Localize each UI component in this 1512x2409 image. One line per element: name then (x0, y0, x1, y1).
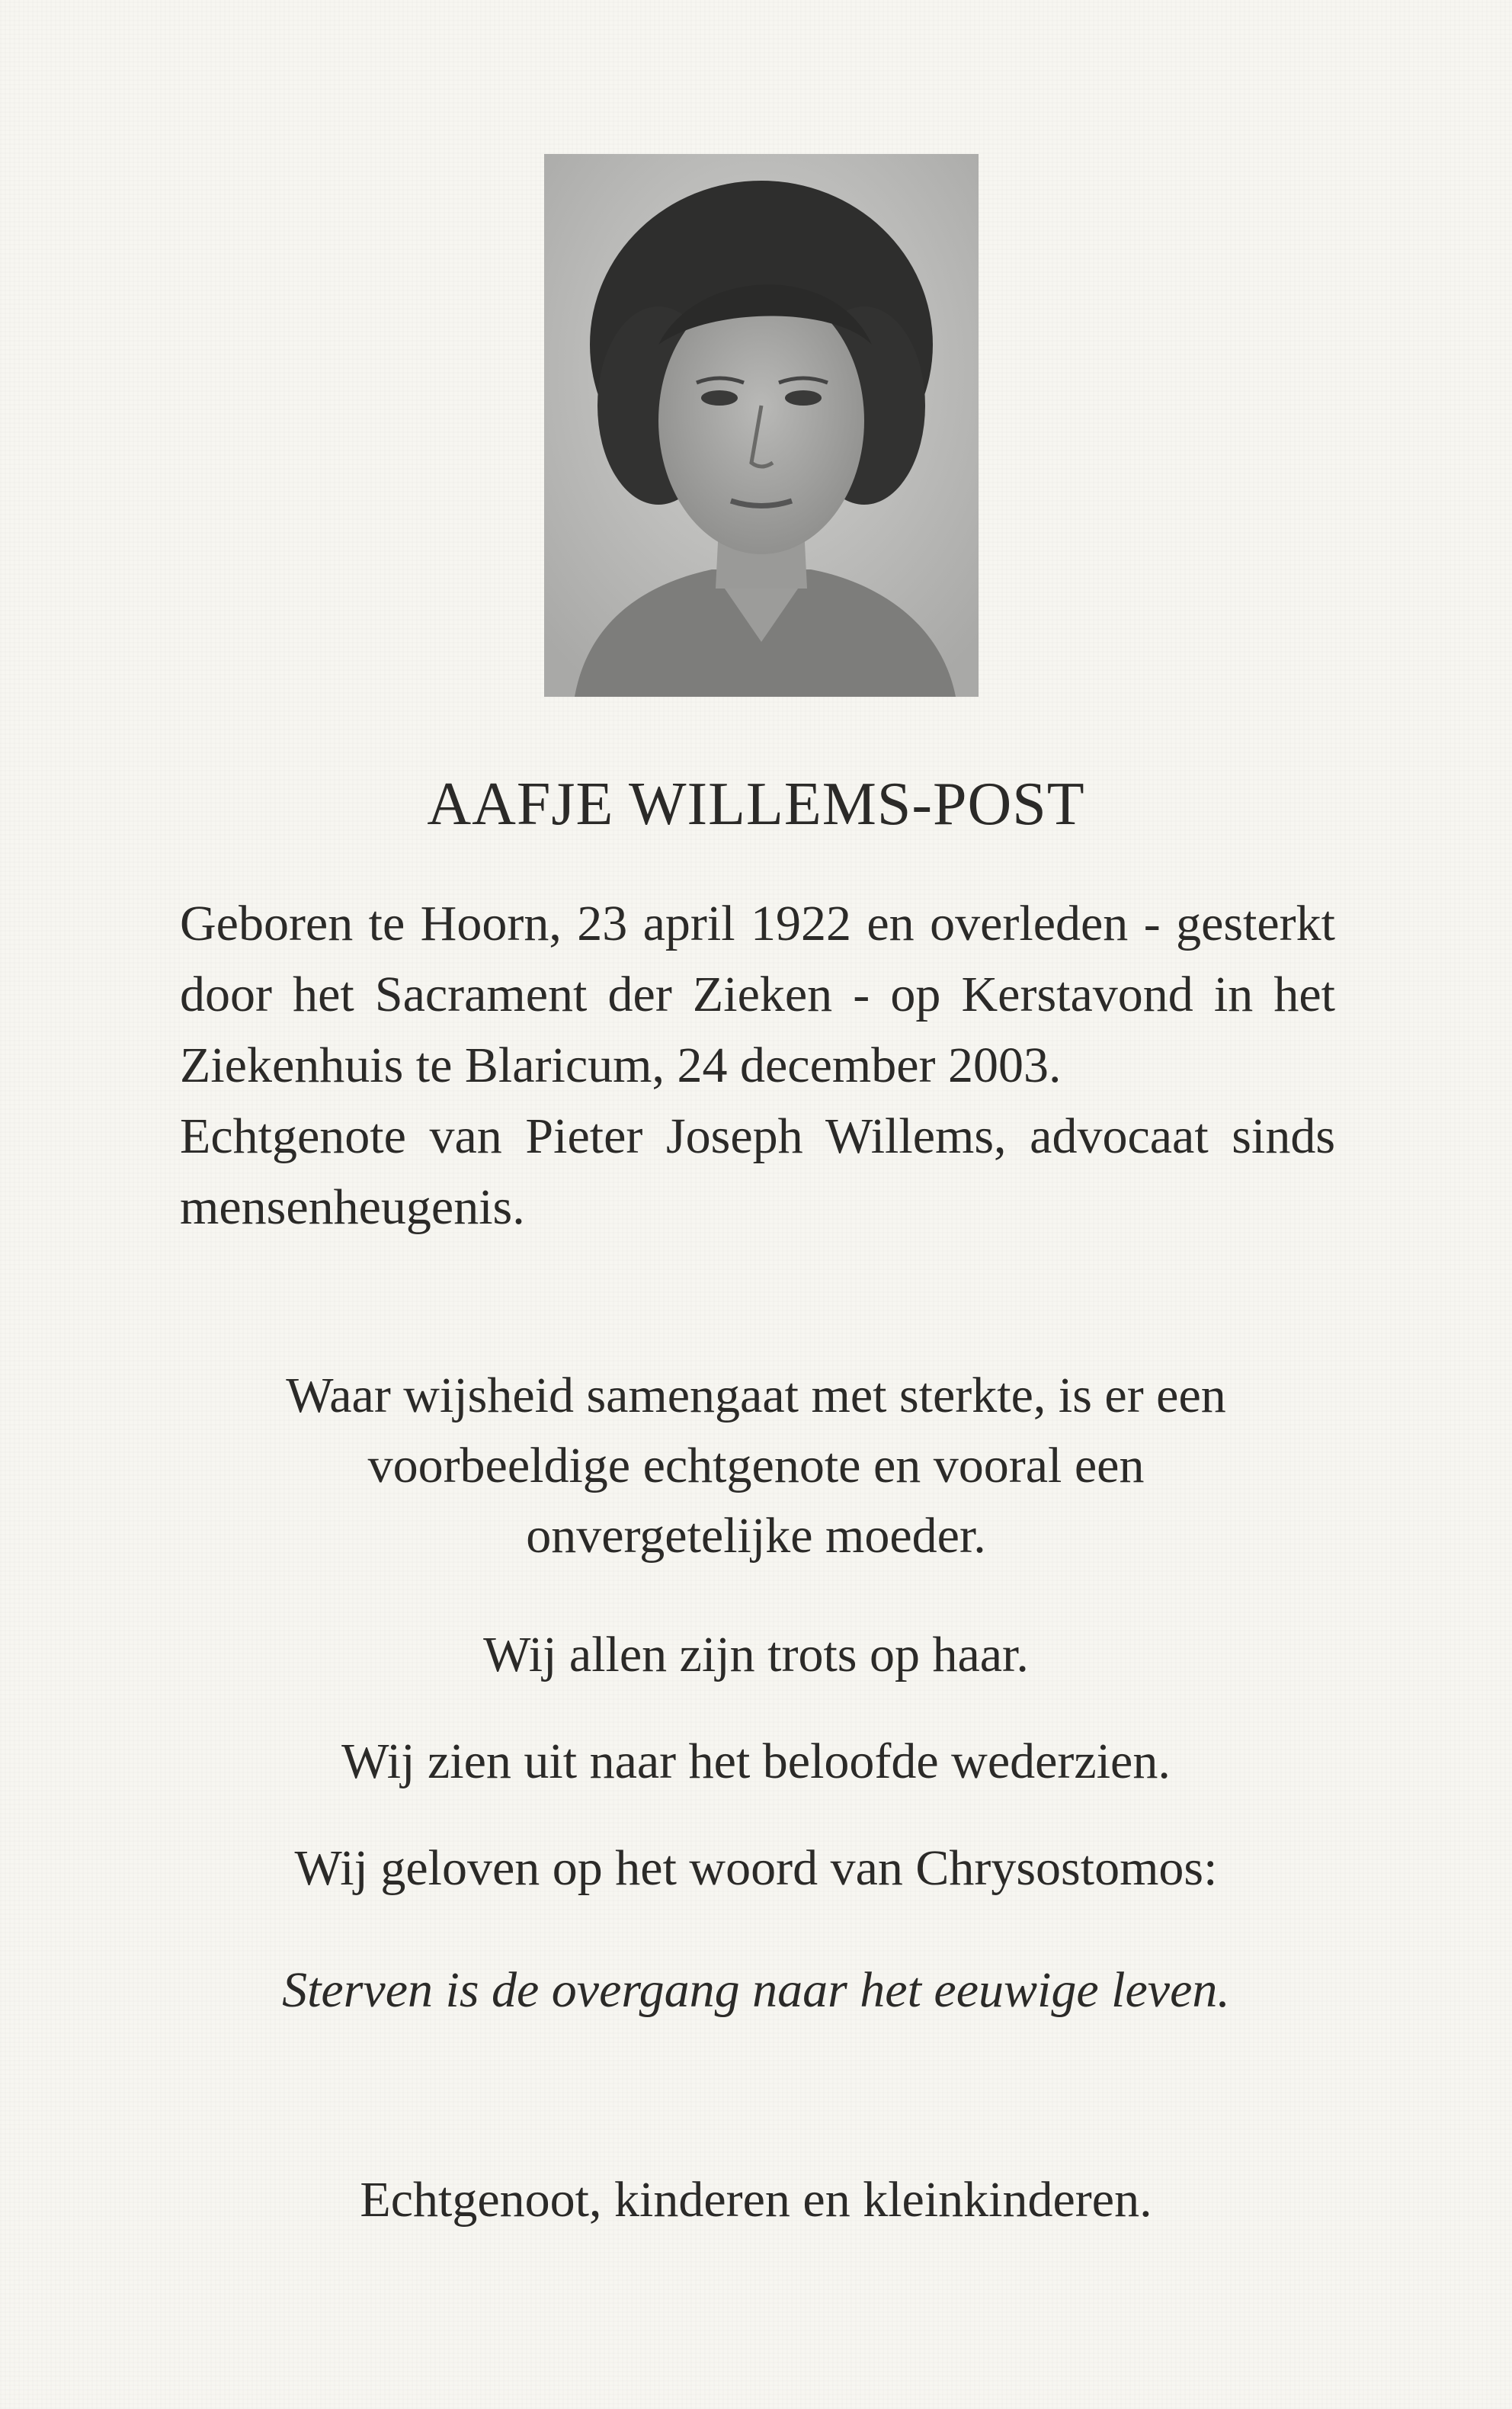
tribute-line-3: onvergetelijke moeder. (526, 1508, 986, 1564)
biography (180, 888, 1335, 1243)
tribute-text (0, 1361, 1512, 1571)
tribute-line-1: Waar wijsheid samengaat met sterkte, is er een (286, 1368, 1226, 1423)
reunion-line: Wij zien uit naar het beloofde wederzien. (341, 1734, 1171, 1789)
belief-line: Wij geloven op het woord van Chrysostomos: (294, 1840, 1218, 1896)
chrysostomos-quote: Sterven is de overgang naar het eeuwige leven. (282, 1962, 1230, 2018)
tribute-line-2: voorbeeldige echtgenote en vooral een (367, 1438, 1145, 1493)
family-signature: Echtgenoot, kinderen en kleinkinderen. (360, 2172, 1152, 2228)
deceased-name: AAFJE WILLEMS-POST (427, 771, 1085, 838)
bio-birth-death: Geboren te Hoorn, 23 april 1922 en overleden - gesterkt door het Sacrament der Zieken - op Kerstavond in het Ziekenhuis te Blaricum, 24 december 2003. (180, 896, 1335, 1093)
bio-spouse: Echtgenote van Pieter Joseph Willems, advocaat sinds mensenheugenis. (180, 1108, 1335, 1235)
portrait-image (544, 154, 979, 697)
proud-line: Wij allen zijn trots op haar. (483, 1627, 1029, 1682)
portrait-photo (544, 154, 979, 697)
